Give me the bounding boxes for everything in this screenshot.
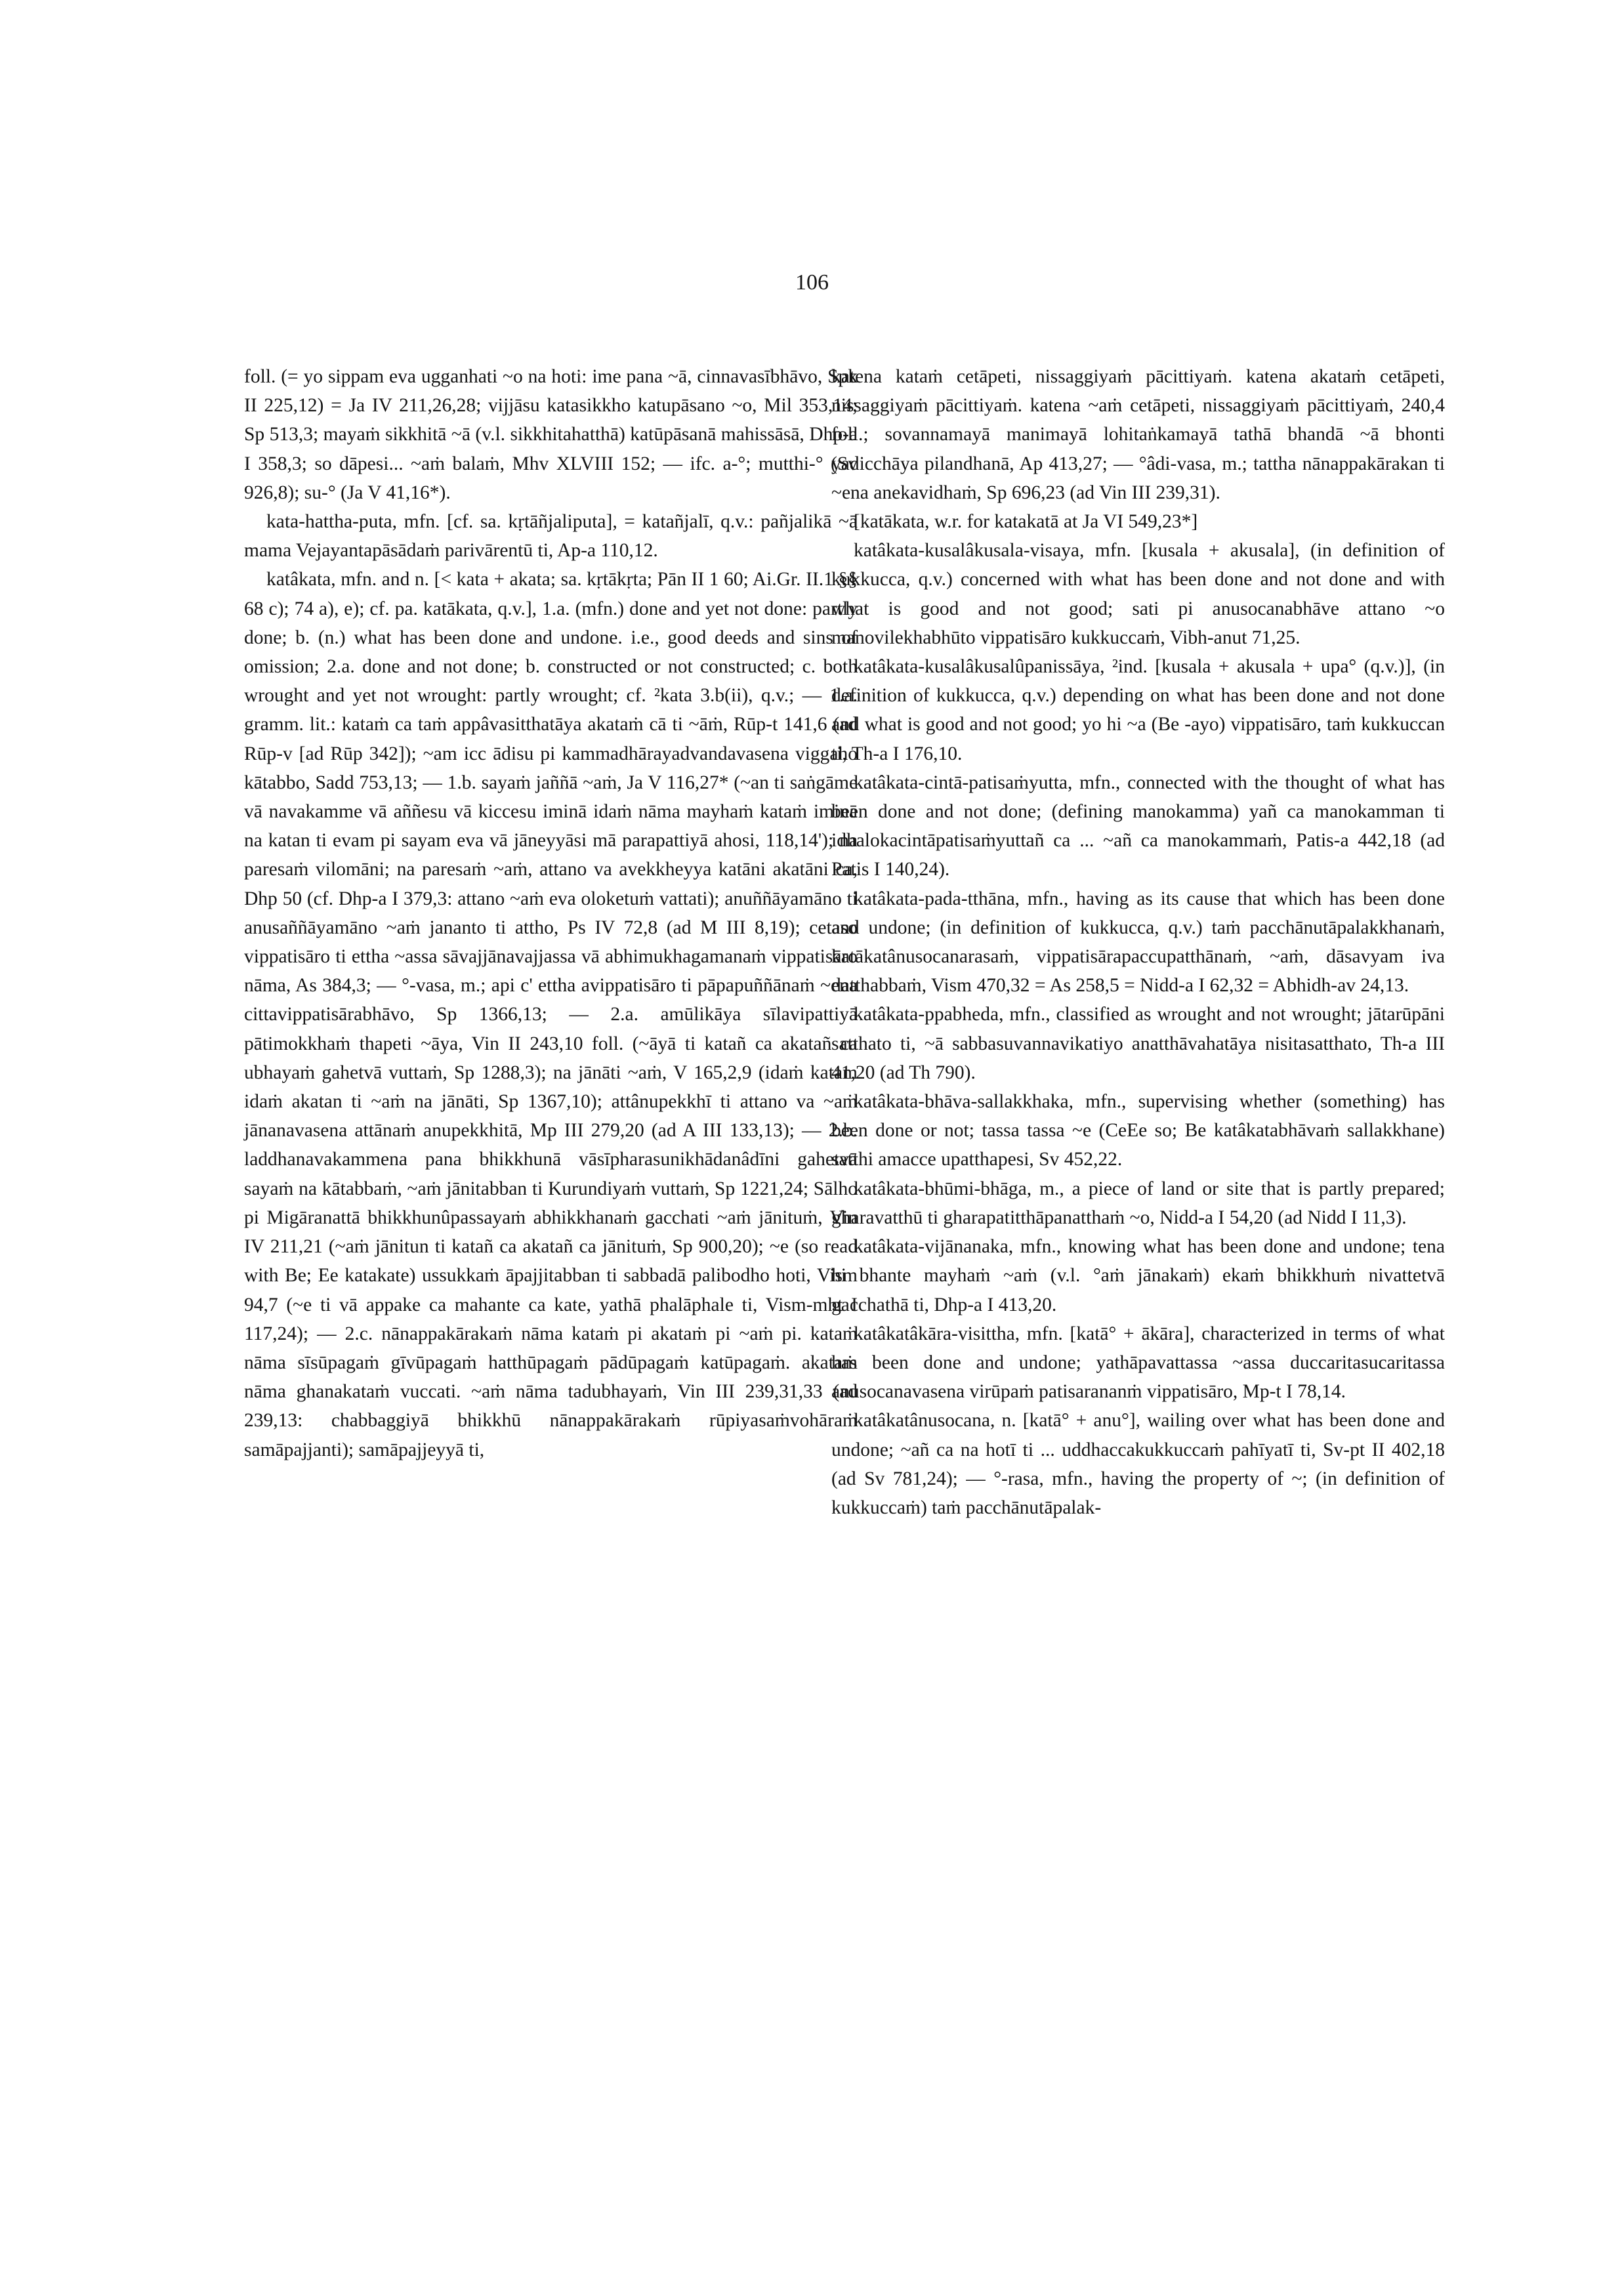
right-entry-continued: katena kataṁ cetāpeti, nissaggiyaṁ pācittiyaṁ. katena akataṁ cetāpeti, nissaggiyaṁ pācittiyaṁ. katena ~aṁ cetāpeti, nissaggiyaṁ pācittiyaṁ, 240,4 foll.; sovannamayā manimayā lohitaṅkamayā tathā bhandā ~ā bhonti yadicchāya pilandhanā, Ap 413,27; — °âdi-vasa, m.; tattha nānappakārakan ti ~ena anekavidhaṁ, Sp 696,23 (ad Vin III 239,31). (831, 366, 1445, 503)
left-entry-continued: foll. (= yo sippam eva ugganhati ~o na hoti: ime pana ~ā, cinnavasībhāvo, Spk II 225,12) = Ja IV 211,26,28; vijjāsu katasikkho katupāsano ~o, Mil 353,14; Sp 513,3; mayaṁ sikkhitā ~ā (v.l. sikkhitahatthā) katūpāsanā mahissāsā, Dhp-a I 358,3; so dāpesi... ~aṁ balaṁ, Mhv XLVIII 152; — ifc. a-°; mutthi-° (Sv 926,8); su-° (Ja V 41,16*). (244, 366, 858, 503)
entry-katakatakara-visittha: katâkatâkāra-visittha, mfn. [katā° + ākāra], characterized in terms of what has been done and undone; yathāpavattassa ~assa duccaritasucaritassa anusocanavasena virūpaṁ patisarananṁ vippatisāro, Mp-t I 78,14. (831, 1323, 1445, 1403)
entry-katakata-kusalakusalupanissaya: katâkata-kusalâkusalûpanissāya, ²ind. [kusala + akusala + upa° (q.v.)], (in definition of kukkucca, q.v.) depending on what has been done and not done and what is good and not good; yo hi ~a (Be -ayo) vippatisāro, taṁ kukkuccan ti, Th-a I 176,10. (831, 656, 1445, 764)
entry-katakata-kusalakusala-visaya: katâkata-kusalâkusala-visaya, mfn. [kusala + akusala], (in definition of kukkucca, q.v.) concerned with what has been done and not done and with what is good and not good; sati pi anusocanabhāve attano ~o manovilekhabhūto vippatisāro kukkuccaṁ, Vibh-anut 71,25. (831, 540, 1445, 648)
right-column (831, 362, 1445, 1522)
entry-katakata-cinta-patisamyutta: katâkata-cintā-patisaṁyutta, mfn., connected with the thought of what has been done and not done; (defining manokamma) yañ ca manokamman ti idhalokacintāpatisaṁyuttañ ca ... ~añ ca manokammaṁ, Patis-a 442,18 (ad Patis I 140,24). (831, 772, 1445, 880)
entry-katakata-bhava-sallakkhaka: katâkata-bhāva-sallakkhaka, mfn., supervising whether (something) has been done or not; tassa tassa ~e (CeEe so; Be katâkatabhāvaṁ sallakkhane) satthi amacce upatthapesi, Sv 452,22. (831, 1091, 1445, 1170)
page-number: 106 (795, 270, 829, 295)
entry-katakata-pada-tthana: katâkata-pada-tthāna, mfn., having as its cause that which has been done and undone; (in definition of kukkucca, q.v.) taṁ pacchānutāpalakkhanaṁ, katākatânusocanarasaṁ, vippatisārapaccupatthānaṁ, ~aṁ, dāsavyam iva datthabbaṁ, Vism 470,32 = As 258,5 = Nidd-a I 62,32 = Abhidh-av 24,13. (831, 888, 1445, 997)
entry-katakata-wr: [katākata, w.r. for katakatā at Ja VI 549,23*] (854, 511, 1198, 533)
entry-katakata-bhumi-bhaga: katâkata-bhūmi-bhāga, m., a piece of land or site that is partly prepared; gharavatthū ti gharapatitthāpanatthaṁ ~o, Nidd-a I 54,20 (ad Nidd I 11,3). (831, 1178, 1445, 1228)
entry-katakata-vijananaka: katâkata-vijānanaka, mfn., knowing what has been done and undone; tena hi bhante mayhaṁ ~aṁ (v.l. °aṁ jānakaṁ) ekaṁ bhikkhuṁ nivattetvā gacchathā ti, Dhp-a I 413,20. (831, 1236, 1445, 1315)
entry-katakata-ppabheda: katâkata-ppabheda, mfn., classified as wrought and not wrought; jātarūpāni satthato ti, ~ā sabbasuvannavikatiyo anatthāvahatāya nisitasatthato, Th-a III 41,20 (ad Th 790). (831, 1004, 1445, 1083)
entry-katakata: katâkata, mfn. and n. [< kata + akata; sa. kṛtākṛta; Pān II 1 60; Ai.Gr. II.1 §§ 68 c); 74 a), e); cf. pa. katākata, q.v.], 1.a. (mfn.) done and yet not done: partly done; b. (n.) what has been done and undone. i.e., good deeds and sins of omission; 2.a. done and not done; b. constructed or not constructed; c. both wrought and yet not wrought: partly wrought; cf. ²kata 3.b(ii), q.v.; — 1.a. gramm. lit.: kataṁ ca taṁ appâvasitthatāya akataṁ cā ti ~āṁ, Rūp-t 141,6 (ad Rūp-v [ad Rūp 342]); ~am icc ādisu pi kammadhārayadvandavasena viggaho kātabbo, Sadd 753,13; — 1.b. sayaṁ jaññā ~aṁ, Ja V 116,27* (~an ti saṅgāme vā navakamme vā aññesu vā kiccesu iminā idaṁ nāma mayhaṁ kataṁ iminā na katan ti evam pi sayam eva vā jāneyyāsi mā parapattiyā ahosi, 118,14'); na paresaṁ vilomāni; na paresaṁ ~aṁ, attano va avekkheyya katāni akatāni ca, Dhp 50 (cf. Dhp-a I 379,3: attano ~aṁ eva oloketuṁ vattati); anuññāyamāno ti anusaññāyamāno ~aṁ jananto ti attho, Ps IV 72,8 (ad M III 8,19); cetaso vippatisāro ti ettha ~assa sāvajjānavajjassa vā abhimukhagamanaṁ vippatisāro nāma, As 384,3; — °-vasa, m.; api c' ettha avippatisāro ti pāpapuññānaṁ ~ena cittavippatisārabhāvo, Sp 1366,13; — 2.a. amūlikāya sīlavipattiyā pātimokkhaṁ thapeti ~āya, Vin II 243,10 foll. (~āyā ti katañ ca akatañ ca ubhayaṁ gahetvā vuttaṁ, Sp 1288,3); na jānāti ~aṁ, V 165,2,9 (idaṁ katam idaṁ akatan ti ~aṁ na jānāti, Sp 1367,10); attânupekkhī ti attano va ~aṁ jānanavasena attānaṁ anupekkhitā, Mp III 279,20 (ad A III 133,13); — 2.b. laddhanavakammena pana bhikkhunā vāsīpharasunikhādanâdīni gahetvā sayaṁ na kātabbaṁ, ~aṁ jānitabban ti Kurundiyaṁ vuttaṁ, Sp 1221,24; Sālho pi Migāranattā bhikkhunûpassayaṁ abhikkhanaṁ gacchati ~aṁ jānituṁ, Vin IV 211,21 (~aṁ jānitun ti katañ ca akatañ ca jānituṁ, Sp 900,20); ~e (so read with Be; Ee katakate) ussukkaṁ āpajjitabban ti sabbadā palibodho hoti, Vism 94,7 (~e ti vā appake ca mahante ca kate, yathā phalāphale ti, Vism-mht I 117,24); — 2.c. nānappakārakaṁ nāma kataṁ pi akataṁ pi ~aṁ pi. kataṁ nāma sīsūpagaṁ gīvūpagaṁ hatthūpagaṁ pādūpagaṁ katūpagaṁ. akataṁ nāma ghanakataṁ vuccati. ~aṁ nāma tadubhayaṁ, Vin III 239,31,33 (ad 239,13: chabbaggiyā bhikkhū nānappakārakaṁ rūpiyasaṁvohāraṁ samāpajjanti); samāpajjeyyā ti, (244, 569, 858, 1460)
entry-kata-hattha-puta: kata-hattha-puta, mfn. [cf. sa. kṛtāñjaliputa], = katañjalī, q.v.: pañjalikā ~ā mama Vejayantapāsādaṁ parivārentū ti, Ap-a 110,12. (244, 511, 858, 562)
left-column (244, 362, 858, 1464)
entry-katakatanusocana: katâkatânusocana, n. [katā° + anu°], wailing over what has been done and undone; ~añ ca na hotī ti ... uddhaccakukkuccaṁ pahīyatī ti, Sv-pt II 402,18 (ad Sv 781,24); — °-rasa, mfn., having the property of ~; (in definition of kukkuccaṁ) taṁ pacchānutāpalak- (831, 1410, 1445, 1518)
